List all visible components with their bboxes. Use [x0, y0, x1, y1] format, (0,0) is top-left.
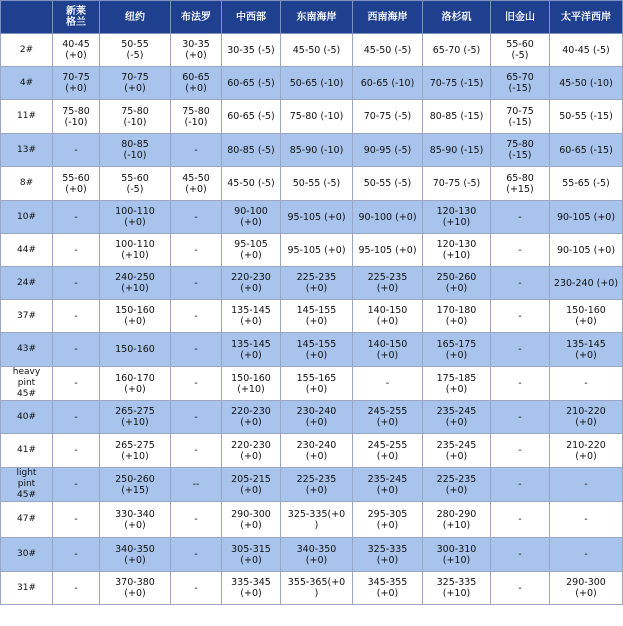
rate-cell: 370-380 (+0) — [100, 572, 171, 605]
rate-cell: 230-240 (+0) — [281, 401, 353, 434]
rate-cell: 70-75 (+0) — [100, 67, 171, 100]
rate-cell: - — [550, 468, 623, 502]
row-label: 8# — [1, 167, 53, 201]
rate-cell: 90-95 (-5) — [353, 134, 423, 167]
row-label: 2# — [1, 34, 53, 67]
rate-cell: - — [491, 572, 550, 605]
rate-cell: 75-80 (-15) — [491, 134, 550, 167]
row-label: 10# — [1, 201, 53, 234]
rate-cell: - — [491, 201, 550, 234]
rate-cell: - — [550, 367, 623, 401]
rate-cell: 290-300 (+0) — [550, 572, 623, 605]
rate-cell: - — [171, 234, 222, 267]
rate-cell: - — [171, 300, 222, 333]
table-row — [1, 67, 623, 100]
rate-cell: 265-275 (+10) — [100, 434, 171, 468]
rate-cell: 230-240 (+0) — [550, 267, 623, 300]
rate-cell: - — [53, 267, 100, 300]
rate-cell: 50-55 (-5) — [353, 167, 423, 201]
rate-cell: 140-150 (+0) — [353, 300, 423, 333]
table-row — [1, 167, 623, 201]
rate-cell: 55-60 (-5) — [491, 34, 550, 67]
rate-cell: 85-90 (-15) — [423, 134, 491, 167]
rate-cell: 70-75 (+0) — [53, 67, 100, 100]
table-row — [1, 134, 623, 167]
header-cell: 西南海岸 — [353, 1, 423, 34]
row-label: 4# — [1, 67, 53, 100]
rate-cell: 50-55 (-5) — [100, 34, 171, 67]
rate-cell: 95-105 (+0) — [281, 234, 353, 267]
rate-cell: 55-60 (-5) — [100, 167, 171, 201]
rate-cell: 225-235 (+0) — [423, 468, 491, 502]
rate-cell: 90-100 (+0) — [222, 201, 281, 234]
rate-cell: - — [171, 333, 222, 367]
table-row — [1, 333, 623, 367]
rate-cell: 140-150 (+0) — [353, 333, 423, 367]
rate-cell: - — [491, 267, 550, 300]
rate-cell: 40-45 (+0) — [53, 34, 100, 67]
rate-cell: - — [491, 434, 550, 468]
rate-cell: 165-175 (+0) — [423, 333, 491, 367]
rate-cell: - — [171, 401, 222, 434]
rate-cell: - — [171, 201, 222, 234]
rate-cell: 230-240 (+0) — [281, 434, 353, 468]
rate-cell: - — [53, 367, 100, 401]
row-label: 31# — [1, 572, 53, 605]
rate-cell: 235-245 (+0) — [423, 434, 491, 468]
rate-cell: 40-45 (-5) — [550, 34, 623, 67]
header-cell: 太平洋西岸 — [550, 1, 623, 34]
rate-cell: 60-65 (-10) — [353, 67, 423, 100]
rate-cell: 225-235 (+0) — [353, 267, 423, 300]
rate-cell: 55-65 (-5) — [550, 167, 623, 201]
rate-cell: 150-160 (+0) — [550, 300, 623, 333]
rate-cell: 220-230 (+0) — [222, 434, 281, 468]
rate-cell: - — [53, 134, 100, 167]
rate-cell: 300-310 (+10) — [423, 538, 491, 572]
table-row — [1, 100, 623, 134]
rate-cell: - — [491, 367, 550, 401]
rate-cell: - — [53, 300, 100, 333]
rate-cell: 65-70 (-5) — [423, 34, 491, 67]
rate-cell: - — [550, 502, 623, 538]
rate-cell: 225-235 (+0) — [281, 267, 353, 300]
rate-cell: 45-50 (-10) — [550, 67, 623, 100]
rate-cell: 335-345 (+0) — [222, 572, 281, 605]
rate-cell: 210-220 (+0) — [550, 434, 623, 468]
table-body — [1, 34, 623, 605]
rate-cell: - — [53, 434, 100, 468]
header-cell: 东南海岸 — [281, 1, 353, 34]
table-row — [1, 538, 623, 572]
rate-cell: 50-55 (-5) — [281, 167, 353, 201]
rate-cell: 325-335 (+0) — [353, 538, 423, 572]
rate-cell: - — [491, 468, 550, 502]
rate-cell: 45-50 (+0) — [171, 167, 222, 201]
header-cell: 旧金山 — [491, 1, 550, 34]
rate-cell: 60-65 (-5) — [222, 67, 281, 100]
rate-cell: 150-160 — [100, 333, 171, 367]
rate-cell: 250-260 (+15) — [100, 468, 171, 502]
rate-cell: - — [53, 468, 100, 502]
rate-cell: - — [171, 502, 222, 538]
rate-cell: 210-220 (+0) — [550, 401, 623, 434]
header-cell: 洛杉矶 — [423, 1, 491, 34]
rate-cell: - — [53, 201, 100, 234]
rate-cell: 85-90 (-10) — [281, 134, 353, 167]
rate-cell: 80-85 (-15) — [423, 100, 491, 134]
rate-cell: 60-65 (+0) — [171, 67, 222, 100]
rate-cell: 355-365(+0 ) — [281, 572, 353, 605]
rate-cell: 75-80 (-10) — [171, 100, 222, 134]
row-label: heavy pint 45# — [1, 367, 53, 401]
rate-cell: 145-155 (+0) — [281, 300, 353, 333]
rate-cell: 45-50 (-5) — [281, 34, 353, 67]
rate-cell: 225-235 (+0) — [281, 468, 353, 502]
rate-cell: - — [491, 333, 550, 367]
rate-cell: 100-110 (+0) — [100, 201, 171, 234]
rate-cell: 65-80 (+15) — [491, 167, 550, 201]
rate-cell: 75-80 (-10) — [53, 100, 100, 134]
row-label: 13# — [1, 134, 53, 167]
header-cell: 纽约 — [100, 1, 171, 34]
rate-cell: 90-105 (+0) — [550, 234, 623, 267]
rate-cell: 145-155 (+0) — [281, 333, 353, 367]
rate-cell: 75-80 (-10) — [281, 100, 353, 134]
rate-cell: 90-105 (+0) — [550, 201, 623, 234]
rate-cell: - — [171, 572, 222, 605]
rate-cell: 65-70 (-15) — [491, 67, 550, 100]
rate-cell: 150-160 (+0) — [100, 300, 171, 333]
header-cell: 中西部 — [222, 1, 281, 34]
row-label: 24# — [1, 267, 53, 300]
rate-cell: - — [491, 234, 550, 267]
row-label: 30# — [1, 538, 53, 572]
row-label: 41# — [1, 434, 53, 468]
rate-cell: 265-275 (+10) — [100, 401, 171, 434]
rate-cell: 345-355 (+0) — [353, 572, 423, 605]
rate-cell: 80-85 (-5) — [222, 134, 281, 167]
rate-cell: 305-315 (+0) — [222, 538, 281, 572]
rate-cell: 340-350 (+0) — [100, 538, 171, 572]
rate-cell: 155-165 (+0) — [281, 367, 353, 401]
rate-cell: - — [53, 572, 100, 605]
header-row — [1, 1, 623, 34]
rate-cell: 135-145 (+0) — [222, 333, 281, 367]
rate-cell: 135-145 (+0) — [222, 300, 281, 333]
row-label: 40# — [1, 401, 53, 434]
rate-cell: - — [171, 134, 222, 167]
rate-cell: 295-305 (+0) — [353, 502, 423, 538]
rate-cell: - — [171, 538, 222, 572]
table-row — [1, 367, 623, 401]
rate-cell: - — [53, 234, 100, 267]
rate-cell: 75-80 (-10) — [100, 100, 171, 134]
rate-cell: 30-35 (+0) — [171, 34, 222, 67]
rate-cell: 235-245 (+0) — [353, 468, 423, 502]
rate-cell: - — [491, 538, 550, 572]
table-row — [1, 434, 623, 468]
rate-cell: 95-105 (+0) — [281, 201, 353, 234]
row-label: 11# — [1, 100, 53, 134]
rate-cell: - — [491, 401, 550, 434]
rate-cell: - — [550, 538, 623, 572]
rate-cell: 80-85 (-10) — [100, 134, 171, 167]
rate-cell: 330-340 (+0) — [100, 502, 171, 538]
table-row — [1, 572, 623, 605]
table-row — [1, 468, 623, 502]
header-cell — [1, 1, 53, 34]
rate-cell: - — [491, 502, 550, 538]
rate-cell: 280-290 (+10) — [423, 502, 491, 538]
header-cell: 新莱 格兰 — [53, 1, 100, 34]
rate-cell: - — [491, 300, 550, 333]
rate-cell: 160-170 (+0) — [100, 367, 171, 401]
rate-cell: -- — [171, 468, 222, 502]
table-row — [1, 34, 623, 67]
table-row — [1, 300, 623, 333]
rate-cell: - — [53, 538, 100, 572]
rate-cell: 50-65 (-10) — [281, 67, 353, 100]
rate-cell: - — [171, 267, 222, 300]
rate-cell: 170-180 (+0) — [423, 300, 491, 333]
row-label: 43# — [1, 333, 53, 367]
rate-cell: 340-350 (+0) — [281, 538, 353, 572]
rate-cell: - — [53, 333, 100, 367]
rate-cell: 60-65 (-5) — [222, 100, 281, 134]
rate-cell: 70-75 (-5) — [423, 167, 491, 201]
rate-cell: 205-215 (+0) — [222, 468, 281, 502]
rate-cell: 240-250 (+10) — [100, 267, 171, 300]
rate-cell: 60-65 (-15) — [550, 134, 623, 167]
header-cell: 布法罗 — [171, 1, 222, 34]
rate-cell: 150-160 (+10) — [222, 367, 281, 401]
rate-cell: 50-55 (-15) — [550, 100, 623, 134]
table-row — [1, 267, 623, 300]
rate-cell: 95-105 (+0) — [222, 234, 281, 267]
rate-cell: 95-105 (+0) — [353, 234, 423, 267]
rate-cell: 220-230 (+0) — [222, 267, 281, 300]
rate-cell: 70-75 (-15) — [423, 67, 491, 100]
rate-cell: - — [53, 502, 100, 538]
table-row — [1, 201, 623, 234]
rate-cell: 135-145 (+0) — [550, 333, 623, 367]
rate-cell: 100-110 (+10) — [100, 234, 171, 267]
rate-cell: 325-335(+0 ) — [281, 502, 353, 538]
row-label: 47# — [1, 502, 53, 538]
rate-cell: 235-245 (+0) — [423, 401, 491, 434]
rate-cell: 90-100 (+0) — [353, 201, 423, 234]
rate-cell: 55-60 (+0) — [53, 167, 100, 201]
rate-cell: - — [171, 434, 222, 468]
row-label: 44# — [1, 234, 53, 267]
rate-cell: 120-130 (+10) — [423, 234, 491, 267]
rate-cell: 250-260 (+0) — [423, 267, 491, 300]
table-row — [1, 401, 623, 434]
row-label: light pint 45# — [1, 468, 53, 502]
table-row — [1, 234, 623, 267]
rate-cell: - — [171, 367, 222, 401]
rate-cell: 220-230 (+0) — [222, 401, 281, 434]
rate-cell: 175-185 (+0) — [423, 367, 491, 401]
rate-cell: 30-35 (-5) — [222, 34, 281, 67]
rate-cell: 45-50 (-5) — [222, 167, 281, 201]
rate-cell: 245-255 (+0) — [353, 434, 423, 468]
rate-cell: 290-300 (+0) — [222, 502, 281, 538]
row-label: 37# — [1, 300, 53, 333]
rate-cell: 45-50 (-5) — [353, 34, 423, 67]
rate-cell: - — [53, 401, 100, 434]
rate-cell: 70-75 (-15) — [491, 100, 550, 134]
rate-cell: 325-335 (+10) — [423, 572, 491, 605]
rate-cell: 245-255 (+0) — [353, 401, 423, 434]
table-row — [1, 502, 623, 538]
rate-cell: - — [353, 367, 423, 401]
rate-cell: 70-75 (-5) — [353, 100, 423, 134]
rate-cell: 120-130 (+10) — [423, 201, 491, 234]
